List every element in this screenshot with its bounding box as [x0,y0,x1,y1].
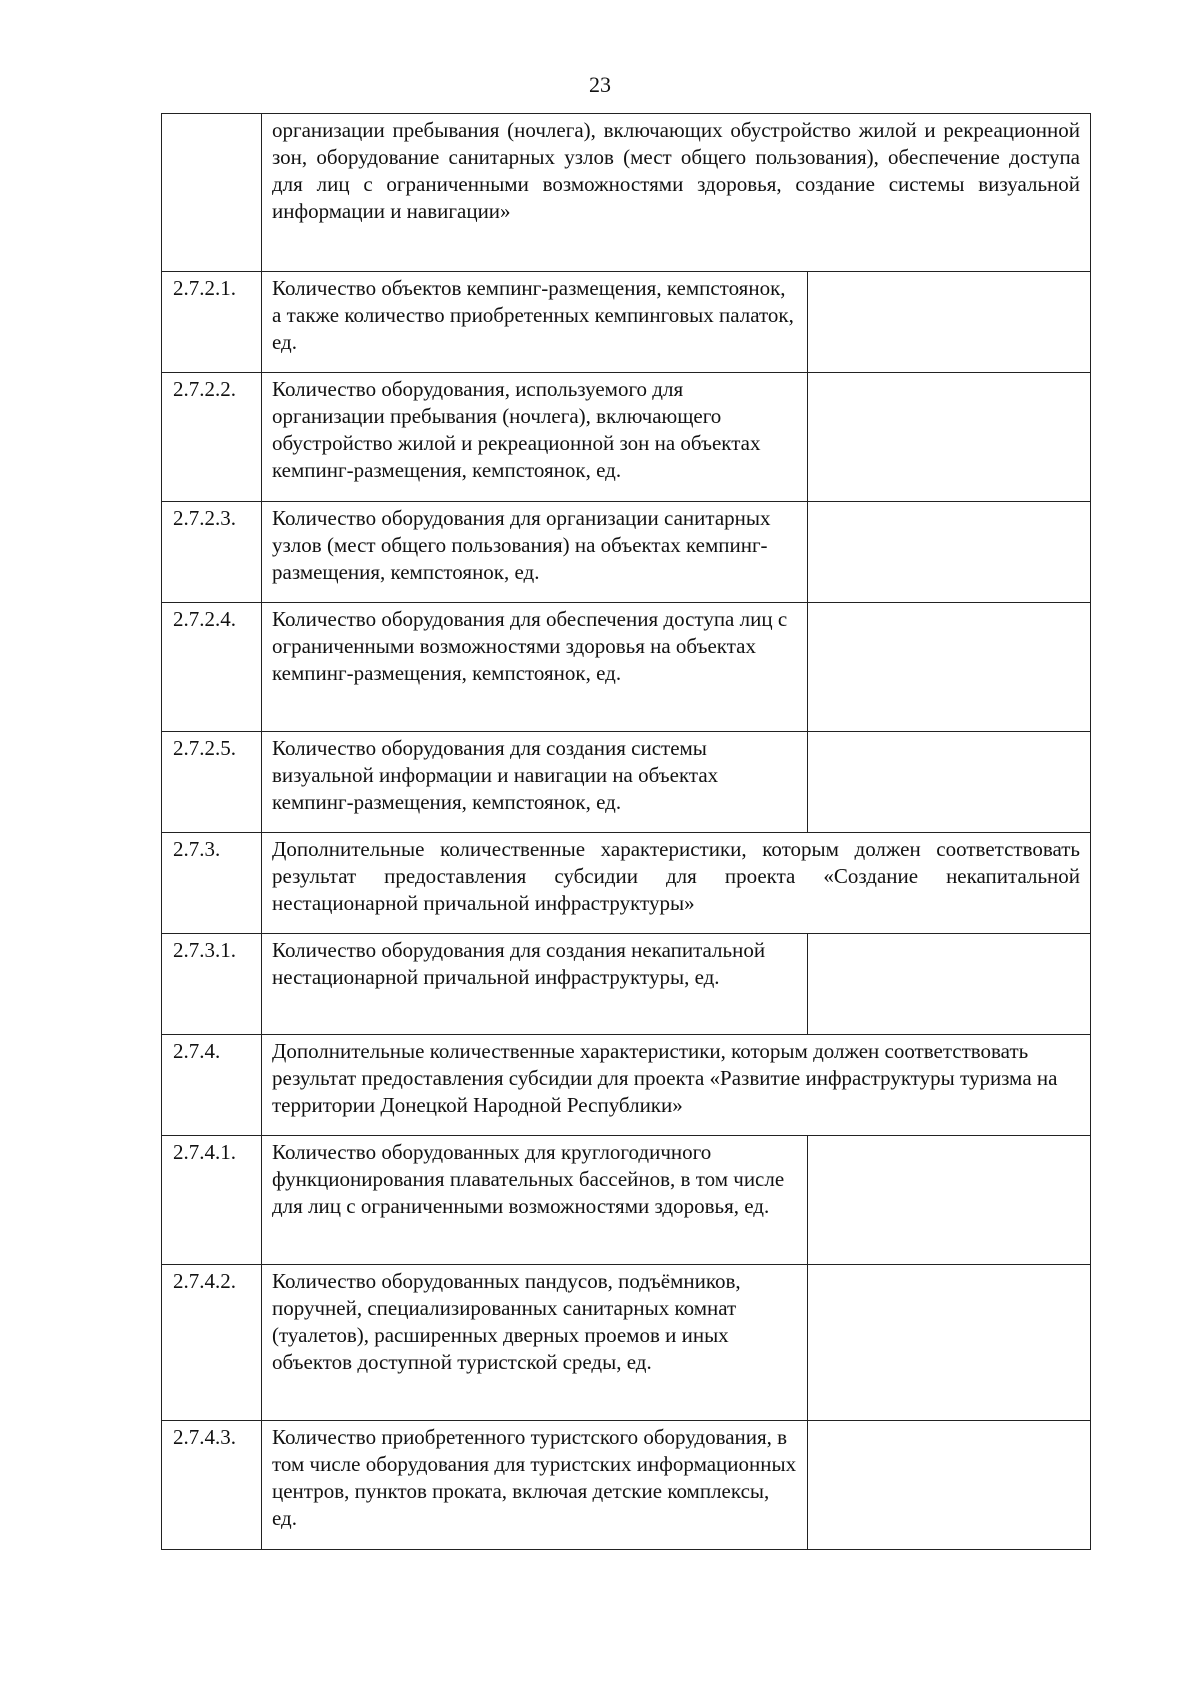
row-value [808,373,1091,502]
table-row [162,272,1091,373]
row-number: 2.7.2.4. [162,603,262,732]
row-number: 2.7.2.2. [162,373,262,502]
table-row [162,1421,1091,1550]
page-number: 23 [589,72,611,97]
table-row [162,502,1091,603]
row-number: 2.7.4.3. [162,1421,262,1550]
row-value [808,272,1091,373]
row-number: 2.7.2.3. [162,502,262,603]
table-row [162,1265,1091,1421]
row-number: 2.7.4.1. [162,1136,262,1265]
row-description: Количество оборудованных пандусов, подъёмников, поручней, специализированных санитарных комнат (туалетов), расширенных дверных проемов и иных объектов доступной туристской среды, ед. [262,1265,808,1421]
row-description: организации пребывания (ночлега), включающих обустройство жилой и рекреационной зон, оборудование санитарных узлов (мест общего пользования), обеспечение доступа для лиц с ограниченными возможностями здоровья, создание системы визуальной информации и навигации» [262,114,1091,272]
row-number: 2.7.3.1. [162,934,262,1035]
row-description: Дополнительные количественные характеристики, которым должен соответствовать результат предоставления субсидии для проекта «Развитие инфраструктуры туризма на территории Донецкой Народной Республики» [262,1035,1091,1136]
row-description: Количество оборудования для обеспечения доступа лиц с ограниченными возможностями здоровья на объектах кемпинг-размещения, кемпстоянок, ед. [262,603,808,732]
table-row [162,732,1091,833]
row-number: 2.7.2.5. [162,732,262,833]
row-description: Количество оборудованных для круглогодичного функционирования плавательных бассейнов, в том числе для лиц с ограниченными возможностями здоровья, ед. [262,1136,808,1265]
table-row [162,833,1091,934]
row-description: Дополнительные количественные характеристики, которым должен соответствовать результат предоставления субсидии для проекта «Создание некапитальной нестационарной причальной инфраструктуры» [262,833,1091,934]
row-value [808,1136,1091,1265]
row-description: Количество объектов кемпинг-размещения, кемпстоянок, а также количество приобретенных кемпинговых палаток, ед. [262,272,808,373]
row-description: Количество оборудования, используемого для организации пребывания (ночлега), включающего обустройство жилой и рекреационной зон на объектах кемпинг-размещения, кемпстоянок, ед. [262,373,808,502]
row-value [808,603,1091,732]
table-row [162,1035,1091,1136]
row-number: 2.7.3. [162,833,262,934]
row-value [808,732,1091,833]
table-row [162,114,1091,272]
row-value [808,1421,1091,1550]
row-number: 2.7.2.1. [162,272,262,373]
row-value [808,502,1091,603]
row-description: Количество оборудования для создания системы визуальной информации и навигации на объектах кемпинг-размещения, кемпстоянок, ед. [262,732,808,833]
row-number: 2.7.4. [162,1035,262,1136]
row-description: Количество оборудования для создания некапитальной нестационарной причальной инфраструктуры, ед. [262,934,808,1035]
table-row [162,934,1091,1035]
table-row [162,1136,1091,1265]
row-value [808,1265,1091,1421]
indicators-table [161,113,1091,1550]
row-number [162,114,262,272]
row-description: Количество приобретенного туристского оборудования, в том числе оборудования для туристских информационных центров, пунктов проката, включая детские комплексы, ед. [262,1421,808,1550]
row-value [808,934,1091,1035]
table-row [162,373,1091,502]
row-number: 2.7.4.2. [162,1265,262,1421]
table-row [162,603,1091,732]
row-description: Количество оборудования для организации санитарных узлов (мест общего пользования) на объектах кемпинг-размещения, кемпстоянок, ед. [262,502,808,603]
